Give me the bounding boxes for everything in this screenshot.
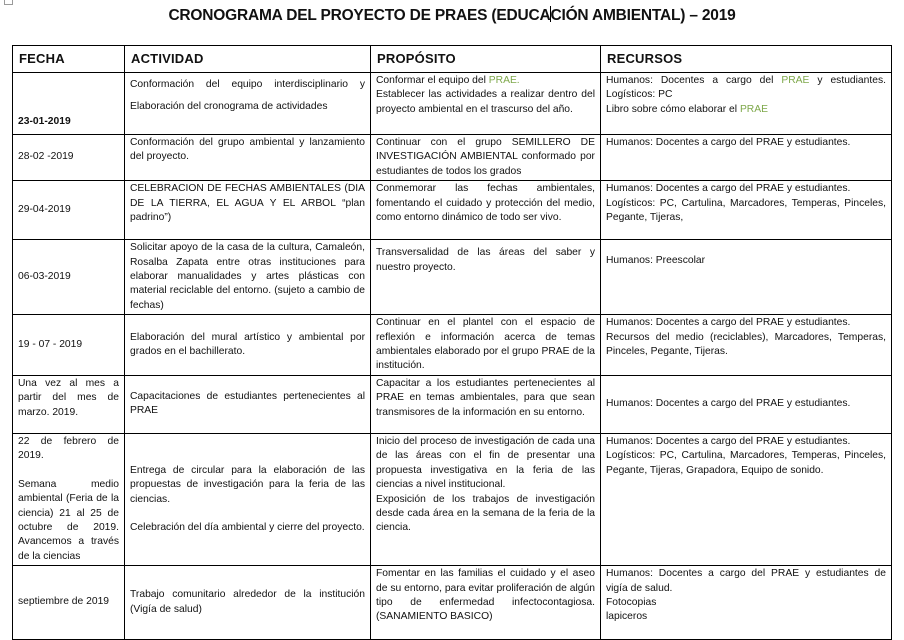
cell-fecha[interactable] bbox=[13, 73, 125, 135]
recursos-text: Fotocopias bbox=[606, 596, 657, 608]
fecha-text: 28-02 -2019 bbox=[18, 151, 74, 163]
title-text-part1: CRONOGRAMA DEL PROYECTO DE PRAES (EDUCA bbox=[168, 7, 551, 24]
prae-highlight: PRAE bbox=[781, 75, 810, 86]
cell-recursos[interactable] bbox=[601, 315, 892, 376]
cell-fecha[interactable] bbox=[13, 566, 125, 640]
recursos-text: Humanos: Docentes a cargo del PRAE y estudiantes de vigía de salud. bbox=[606, 568, 886, 594]
proposito-text: Continuar con el grupo SEMILLERO DE INVESTIGACIÓN AMBIENTAL conformado por estudiantes de todos los grados bbox=[376, 137, 595, 177]
recursos-text: Humanos: Docentes a cargo del PRAE y estudiantes. bbox=[606, 183, 851, 195]
actividad-text: Solicitar apoyo de la casa de la cultura, Camaleón, Rosalba Zapata entre otras instituciones para elaborar manualidades y artes plásticas con material reciclable del entorno. (sujeto a cambio de fechas) bbox=[130, 242, 365, 311]
table-row bbox=[13, 566, 892, 640]
proposito-text: Transversalidad de las áreas del saber y nuestro proyecto. bbox=[376, 247, 595, 273]
recursos-text: Humanos: Docentes a cargo del PRAE y estudiantes. bbox=[606, 137, 851, 148]
proposito-text: Conmemorar las fechas ambientales, fomentando el cuidado y protección del medio, como entorno dinámico de todo ser vivo. bbox=[376, 183, 595, 224]
header-proposito: PROPÓSITO bbox=[371, 46, 601, 73]
proposito-text: Capacitar a los estudiantes pertenecientes al PRAE en temas ambientales, para que sean transmisores de la información en su entorno. bbox=[376, 377, 595, 418]
cell-actividad[interactable] bbox=[125, 566, 371, 640]
recursos-text: Humanos: Docentes a cargo del PRAE y estudiantes. bbox=[606, 435, 851, 447]
proposito-text: Establecer las actividades a realizar dentro del proyecto ambiental en el trascurso del año. bbox=[376, 89, 595, 115]
cell-proposito[interactable] bbox=[371, 181, 601, 240]
fecha-text: Semana medio ambiental (Feria de la ciencia) 21 al 25 de octubre de 2019. Avancemos a través de la ciencias bbox=[18, 478, 119, 562]
cell-proposito[interactable] bbox=[371, 240, 601, 315]
cell-actividad[interactable] bbox=[125, 181, 371, 240]
cell-fecha[interactable] bbox=[13, 433, 125, 565]
recursos-text: Logísticos: PC, Cartulina, Marcadores, Temperas, Pinceles, Pegante, Tijeras, Grapadora, Equipo de sonido. bbox=[606, 450, 886, 476]
table-row bbox=[13, 240, 892, 315]
actividad-text: Elaboración del mural artístico y ambiental por grados en el bachillerato. bbox=[130, 331, 365, 358]
actividad-text: Celebración del día ambiental y cierre del proyecto. bbox=[130, 521, 365, 533]
recursos-text: Humanos: Docentes a cargo del PRAE y estudiantes. bbox=[606, 398, 851, 410]
fecha-text: Una vez al mes a partir del mes de marzo. 2019. bbox=[18, 377, 119, 418]
cell-fecha[interactable] bbox=[13, 240, 125, 315]
cell-recursos[interactable] bbox=[601, 135, 892, 181]
fecha-text: 19 - 07 - 2019 bbox=[18, 338, 83, 350]
table-row bbox=[13, 375, 892, 433]
actividad-text: Entrega de circular para la elaboración de las propuestas de investigación para la feria de las ciencias. bbox=[130, 464, 365, 505]
actividad-text: Elaboración del cronograma de actividades bbox=[130, 101, 328, 112]
cell-proposito[interactable] bbox=[371, 73, 601, 135]
recursos-text: lapiceros bbox=[606, 611, 648, 623]
cell-recursos[interactable] bbox=[601, 181, 892, 240]
cell-fecha[interactable] bbox=[13, 315, 125, 376]
cell-proposito[interactable] bbox=[371, 566, 601, 640]
cell-fecha[interactable] bbox=[13, 375, 125, 433]
fecha-text: 22 de febrero de 2019. bbox=[18, 435, 119, 462]
recursos-text: Libro sobre cómo elaborar el bbox=[606, 103, 740, 115]
recursos-text: Humanos: Preescolar bbox=[606, 255, 706, 267]
table-move-handle[interactable] bbox=[4, 0, 13, 5]
actividad-text: Conformación del grupo ambiental y lanzamiento del proyecto. bbox=[130, 137, 365, 163]
recursos-text: Logísticos: PC, Cartulina, Marcadores, Temperas, Pinceles, Pegante, Tijeras, bbox=[606, 197, 886, 224]
cell-actividad[interactable] bbox=[125, 375, 371, 433]
cell-proposito[interactable] bbox=[371, 433, 601, 565]
proposito-text: Exposición de los trabajos de investigación desde cada área en la semana de la feria de la ciencia. bbox=[376, 493, 595, 534]
fecha-text: septiembre de 2019 bbox=[18, 596, 110, 608]
recursos-text: Recursos del medio (reciclables), Marcadores, Temperas, Pinceles, Pegante, Tijeras. bbox=[606, 331, 886, 358]
actividad-text: Capacitaciones de estudiantes pertenecientes al PRAE bbox=[130, 390, 365, 417]
cell-proposito[interactable] bbox=[371, 375, 601, 433]
cell-actividad[interactable] bbox=[125, 135, 371, 181]
cell-recursos[interactable] bbox=[601, 433, 892, 565]
header-recursos: RECURSOS bbox=[601, 46, 892, 73]
cell-actividad[interactable] bbox=[125, 315, 371, 376]
table-row bbox=[13, 73, 892, 135]
table-row bbox=[13, 433, 892, 565]
prae-highlight: PRAE. bbox=[488, 75, 520, 86]
cell-recursos[interactable] bbox=[601, 566, 892, 640]
table-row bbox=[13, 315, 892, 376]
schedule-table bbox=[12, 45, 892, 640]
header-fecha: FECHA bbox=[13, 46, 125, 73]
cell-actividad[interactable] bbox=[125, 240, 371, 315]
document-title bbox=[0, 6, 904, 25]
cell-actividad[interactable] bbox=[125, 73, 371, 135]
cell-fecha[interactable] bbox=[13, 135, 125, 181]
header-actividad: ACTIVIDAD bbox=[125, 46, 371, 73]
recursos-text: Humanos: Docentes a cargo del bbox=[606, 75, 782, 86]
fecha-text: 06-03-2019 bbox=[18, 271, 71, 283]
table-row bbox=[13, 181, 892, 240]
actividad-text: Trabajo comunitario alrededor de la institución (Vigía de salud) bbox=[130, 589, 365, 615]
recursos-text: y estudiantes. Logísticos: PC bbox=[606, 75, 886, 101]
cell-recursos[interactable] bbox=[601, 240, 892, 315]
cell-recursos[interactable] bbox=[601, 375, 892, 433]
prae-highlight: PRAE bbox=[739, 103, 768, 115]
proposito-text: Inicio del proceso de investigación de cada una de las áreas con el fin de presentar una propuesta investigativa en la feria de las ciencias a nivel institucional. bbox=[376, 435, 595, 491]
table-row bbox=[13, 135, 892, 181]
cell-proposito[interactable] bbox=[371, 135, 601, 181]
proposito-text: Continuar en el plantel con el espacio de reflexión e información acerca de temas ambientales elaborado por el grupo PRAE de la institución. bbox=[376, 317, 595, 372]
cell-proposito[interactable] bbox=[371, 315, 601, 376]
proposito-text: Conformar el equipo del bbox=[376, 75, 489, 86]
actividad-text: CELEBRACION DE FECHAS AMBIENTALES (DIA DE LA TIERRA, EL AGUA Y EL ARBOL “plan padrino”) bbox=[130, 183, 365, 224]
cell-recursos[interactable] bbox=[601, 73, 892, 135]
title-text-part2: CIÓN AMBIENTAL) – 2019 bbox=[550, 7, 736, 24]
fecha-text: 29-04-2019 bbox=[18, 204, 71, 216]
recursos-text: Humanos: Docentes a cargo del PRAE y estudiantes. bbox=[606, 317, 851, 329]
proposito-text: Fomentar en las familias el cuidado y el aseo de su entorno, para evitar proliferación de algún tipo de enfermedad infectocontagiosa. (SANAMIENTO BASICO) bbox=[376, 568, 595, 623]
cell-fecha[interactable] bbox=[13, 181, 125, 240]
actividad-text: Conformación del equipo interdisciplinario y bbox=[130, 79, 365, 90]
fecha-text: 23-01-2019 bbox=[18, 115, 71, 127]
table-header-row bbox=[13, 46, 892, 73]
cell-actividad[interactable] bbox=[125, 433, 371, 565]
